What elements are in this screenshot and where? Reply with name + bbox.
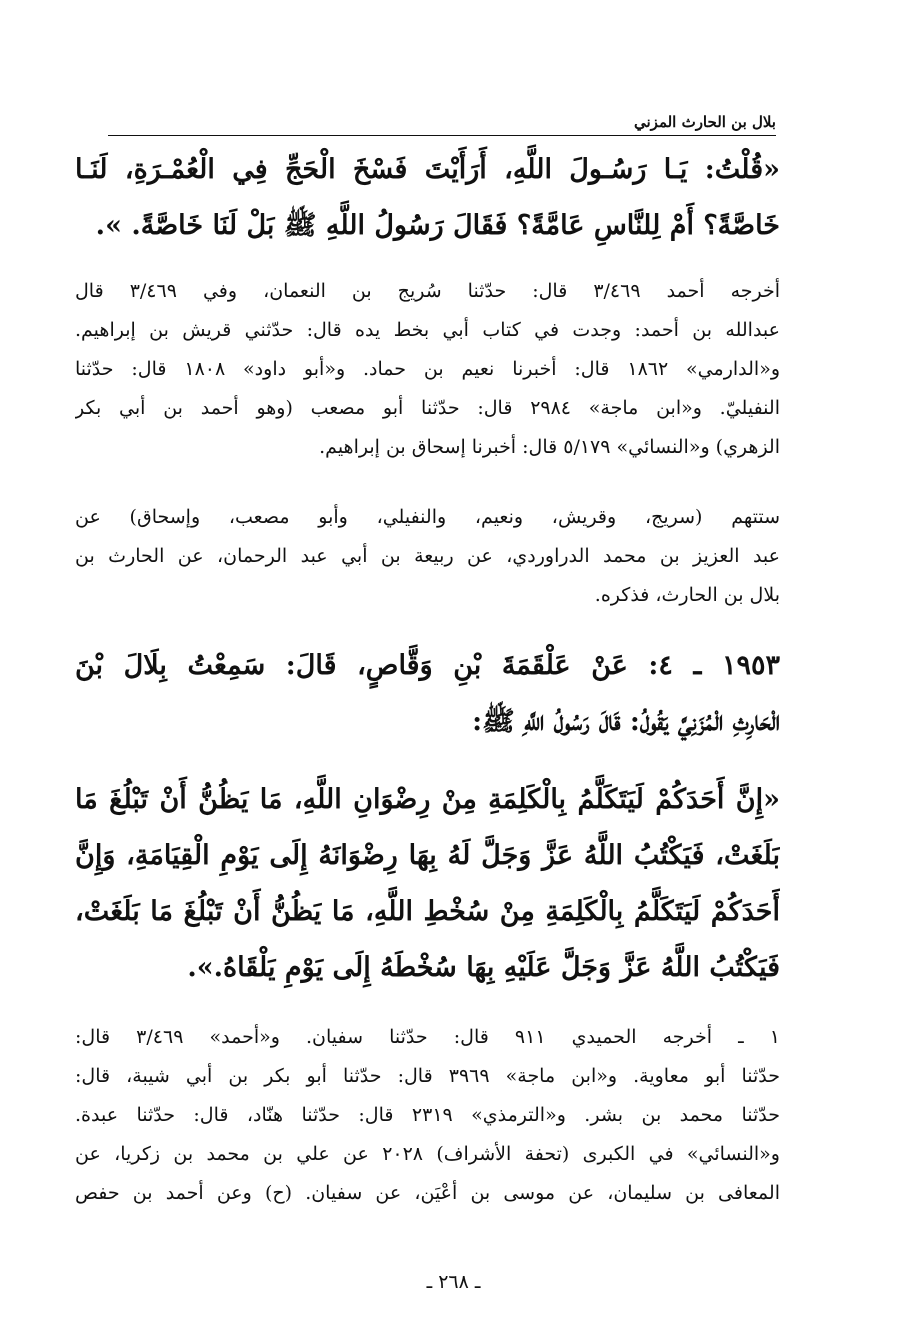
hadith-line: فَيَكْتُبُ اللَّهُ عَزَّ وَجَلَّ عَلَيْهِ بِهَا سُخْطَهُ إِلَى يَوْمِ يَلْقَاهُ.». xyxy=(187,952,780,983)
hadith-text xyxy=(75,772,780,996)
takhrij-line: المعافى بن سليمان، عن موسى بن أعْيَن، عن سفيان. (ح) وعن أحمد بن حفص xyxy=(75,1182,780,1204)
takhrij-paragraph xyxy=(75,272,780,467)
takhrij-line: النفيليّ. و«ابن ماجة» ٢٩٨٤ قال: حدّثنا أبو مصعب (وهو أحمد بن أبي بكر xyxy=(75,397,780,419)
takhrij-line: و«الدارمي» ١٨٦٢ قال: أخبرنا نعيم بن حماد. و«أبو داود» ١٨٠٨ قال: حدّثنا xyxy=(75,358,780,380)
takhrij-line: الزهري) و«النسائي» ٥/١٧٩ قال: أخبرنا إسحاق بن إبراهيم. xyxy=(319,436,780,458)
isnad-paragraph xyxy=(75,498,780,615)
running-header xyxy=(108,112,776,136)
isnad-line: ستتهم (سريج، وقريش، ونعيم، والنفيلي، وأبو مصعب، وإسحاق) عن xyxy=(75,506,780,528)
header-rule xyxy=(108,135,776,136)
takhrij-line: حدّثنا محمد بن بشر. و«الترمذي» ٢٣١٩ قال: حدّثنا هنّاد، قال: حدّثنا عبدة. xyxy=(75,1104,780,1126)
hadith-line: «قُلْتُ: يَـا رَسُـولَ اللَّهِ، أَرَأَيْتَ فَسْخَ الْحَجِّ فِي الْعُمْـرَةِ، لَنَـا xyxy=(75,154,780,185)
hadith-text-continued xyxy=(75,142,780,254)
takhrij-line: و«النسائي» في الكبرى (تحفة الأشراف) ٢٠٢٨ عن علي بن محمد بن زكريا، عن xyxy=(75,1143,780,1165)
hadith-heading xyxy=(75,638,780,750)
takhrij-line: عبدالله بن أحمد: وجدت في كتاب أبي بخط يده قال: حدّثني قريش بن إبراهيم. xyxy=(75,319,780,341)
hadith-line: أَحَدَكُمْ لَيَتَكَلَّمُ بِالْكَلِمَةِ مِنْ سُخْطِ اللَّهِ، مَا يَظُنُّ أَنْ تَبْلُغَ مَا بَلَغَتْ، xyxy=(75,896,780,927)
takhrij-line: أخرجه أحمد ٣/٤٦٩ قال: حدّثنا سُريج بن النعمان، وفي ٣/٤٦٩ قال xyxy=(75,280,780,302)
takhrij-line: حدّثنا أبو معاوية. و«ابن ماجة» ٣٩٦٩ قال: حدّثنا أبو بكر بن أبي شيبة، قال: xyxy=(75,1065,780,1087)
running-header-title: بلال بن الحارث المزني xyxy=(633,113,776,131)
hadith-line: خَاصَّةً؟ أَمْ لِلنَّاسِ عَامَّةً؟ فَقَالَ رَسُولُ اللَّهِ ﷺ بَلْ لَنَا خَاصَّةً. ». xyxy=(95,210,780,241)
hadith-heading-line: ١٩٥٣ ـ ٤: عَنْ عَلْقَمَةَ بْنِ وَقَّاصٍ، قَالَ: سَمِعْتُ بِلَالَ بْنَ xyxy=(75,650,780,681)
hadith-heading-line: الْحَارِثِ الْمُزَنِيَّ يَقُولُ: قَالَ رَسُولُ اللَّهِ ﷺ: xyxy=(472,706,780,737)
hadith-line: بَلَغَتْ، فَيَكْتُبُ اللَّهُ عَزَّ وَجَلَّ لَهُ بِهَا رِضْوَانَهُ إِلَى يَوْمِ الْقِيَامَةِ، وَإِنَّ xyxy=(75,840,780,871)
isnad-line: عبد العزيز بن محمد الدراوردي، عن ربيعة بن أبي عبد الرحمان، عن الحارث بن xyxy=(75,545,780,567)
takhrij-paragraph xyxy=(75,1018,780,1213)
hadith-line: «إِنَّ أَحَدَكُمْ لَيَتَكَلَّمُ بِالْكَلِمَةِ مِنْ رِضْوَانِ اللَّهِ، مَا يَظُنُّ أَنْ تَبْلُغَ مَا xyxy=(75,784,780,815)
isnad-line: بلال بن الحارث، فذكره. xyxy=(594,584,780,606)
takhrij-line: ١ ـ أخرجه الحميدي ٩١١ قال: حدّثنا سفيان. و«أحمد» ٣/٤٦٩ قال: xyxy=(75,1026,780,1048)
page-number: ـ ٢٦٨ ـ xyxy=(426,1271,481,1293)
